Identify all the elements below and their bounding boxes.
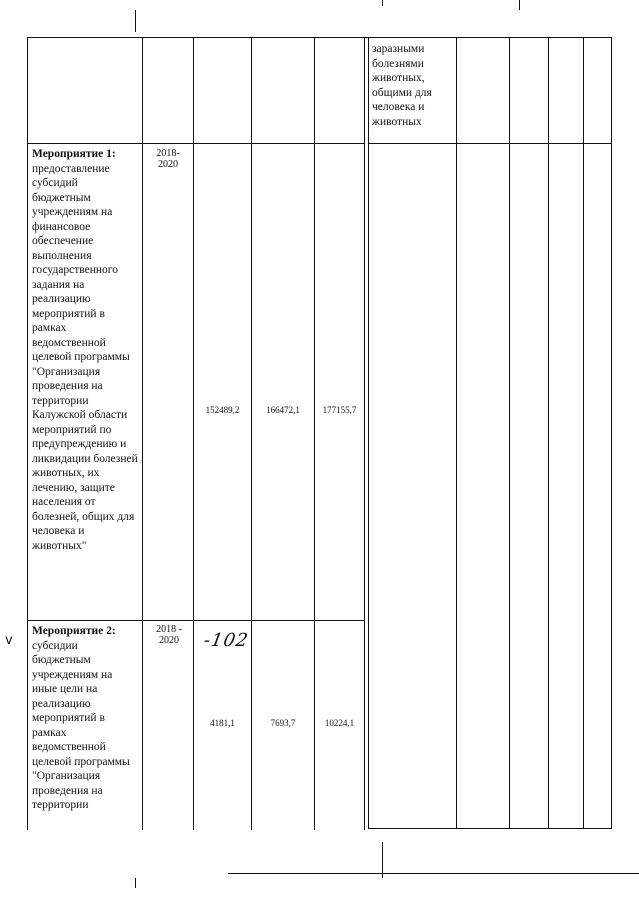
col-line (583, 37, 584, 829)
row2-text: субсидии бюджетным учреждениям на иные цели на реализацию мероприятий в рамках ведомственной целевой программы "Организация проведения на территории (32, 639, 130, 811)
row1-text: предоставление субсидий бюджетным учреждениям на финансовое обеспечение выполнения государственного задания на реализацию мероприятий в рамках ведомственной целевой программы "Организация проведения на территории Калужской области мероприятий по предупреждению и ликвидации болезней животных, их лечению, защите населения от болезней, общих для человека и животных" (32, 162, 138, 552)
col-line (314, 37, 315, 830)
table-bottom-right (368, 828, 612, 829)
header-indicator-text: заразными болезнями животных, общими для человека и животных (372, 43, 432, 128)
col-line (193, 37, 194, 830)
row1-value-2018: 152489,2 (205, 405, 240, 415)
handwritten-note: -102 (202, 630, 251, 651)
col-line (142, 37, 143, 830)
scan-mark (135, 878, 136, 888)
col-line (368, 37, 369, 829)
row2-description (32, 624, 138, 813)
col-line (611, 37, 612, 829)
scan-mark (135, 10, 136, 32)
col-line (251, 37, 252, 830)
col-line (509, 37, 510, 829)
margin-check-mark: v (5, 633, 13, 648)
row2-period: 2018 - 2020 (156, 624, 182, 646)
row1-period: 2018-2020 (156, 148, 180, 170)
row1-title: Мероприятие 1: (32, 148, 116, 160)
scan-mark (519, 0, 520, 10)
table-top-border (27, 37, 612, 38)
row1-divider-right (368, 143, 612, 144)
row1-value-2019: 166472,1 (266, 405, 300, 415)
row2-value-2020: 10224,1 (324, 718, 355, 728)
row2-value-2018: 4181,1 (210, 718, 235, 728)
row1-value-2020: 177155,7 (322, 405, 357, 415)
row1-description (32, 147, 138, 553)
row2-title: Мероприятие 2: (32, 625, 116, 637)
col-line (364, 37, 365, 830)
scan-mark (382, 0, 383, 6)
scan-mark (228, 873, 639, 874)
col-line (27, 37, 28, 830)
col-line (548, 37, 549, 829)
row2-value-2019: 7693,7 (270, 718, 296, 728)
col-line (456, 37, 457, 829)
